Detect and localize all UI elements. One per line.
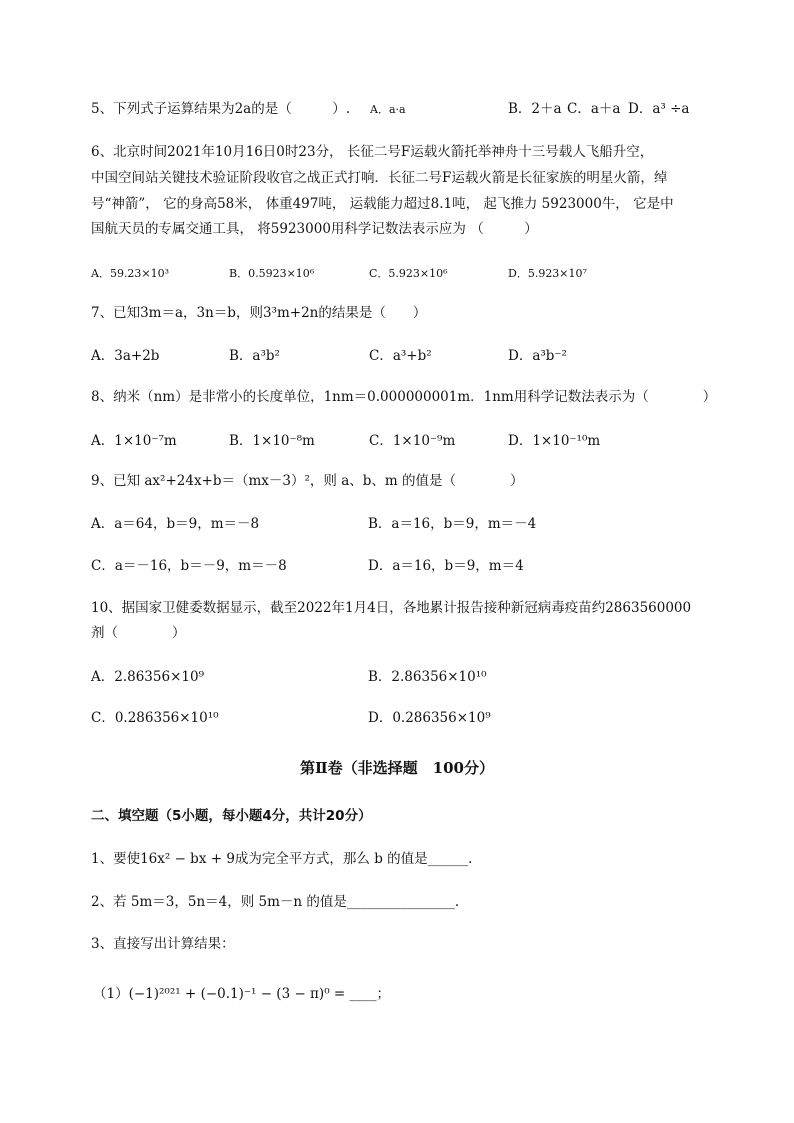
q5-option-a: A．a·a <box>370 103 406 116</box>
section-2-heading: 二、填空题（5小题，每小题4分，共计20分） <box>91 808 372 824</box>
q10-option-c: C．0.286356×10¹⁰ <box>91 710 219 726</box>
fill-q3-part-1: （1）(−1)²⁰²¹ + (−0.1)⁻¹ − (3 − π)⁰ = ____； <box>93 986 391 1002</box>
q8-option-b: B．1×10⁻⁸m <box>229 433 315 449</box>
q5-option-d: D．a³ ÷a <box>628 101 690 117</box>
q6-line-4: 国航天员的专属交通工具， 将5923000用科学记数法表示应为 （ ） <box>91 221 538 237</box>
q8-option-d: D．1×10⁻¹⁰m <box>508 433 601 449</box>
q10-option-b: B．2.86356×10¹⁰ <box>368 669 487 685</box>
q6-option-d: D．5.923×10⁷ <box>508 267 587 280</box>
q8-option-c: C．1×10⁻⁹m <box>369 433 456 449</box>
q6-line-1: 6、北京时间2021年10月16日0时23分， 长征二号F运载火箭托举神舟十三号载人飞船升空， <box>91 144 654 160</box>
q9-stem: 9、已知 ax²+24x+b＝（mx－3）²，则 a、b、m 的值是（ ） <box>91 473 524 489</box>
q10-option-a: A．2.86356×10⁹ <box>91 669 204 685</box>
fill-q1: 1、要使16x² − bx + 9成为完全平方式，那么 b 的值是______. <box>91 851 473 867</box>
q9-option-d: D．a＝16，b＝9，m＝4 <box>368 558 524 574</box>
q7-stem: 7、已知3m＝a，3n＝b，则3³m+2n的结果是（ ） <box>91 305 427 321</box>
q7-option-a: A．3a+2b <box>91 348 160 364</box>
fill-q2: 2、若 5m＝3，5n＝4，则 5m－n 的值是________________. <box>91 894 460 910</box>
q10-option-d: D．0.286356×10⁹ <box>368 710 491 726</box>
q6-option-c: C．5.923×10⁶ <box>369 267 448 280</box>
q5-option-b: B．2＋a <box>508 101 562 117</box>
q9-option-c: C．a＝－16，b＝－9，m＝－8 <box>91 558 287 574</box>
q9-option-a: A．a＝64，b＝9，m＝－8 <box>91 516 260 532</box>
q8-option-a: A．1×10⁻⁷m <box>91 433 177 449</box>
part-2-title: 第Ⅱ卷（非选择题 100分） <box>300 759 494 777</box>
q6-line-2: 中国空间站关键技术验证阶段收官之战正式打响．长征二号F运载火箭是长征家族的明星火箭，绰 <box>91 170 668 186</box>
fill-q3: 3、直接写出计算结果： <box>91 936 235 952</box>
q10-line-2: 剂（ ） <box>91 625 186 641</box>
q5-stem: 5、下列式子运算结果为2a的是（ ）. <box>91 101 351 117</box>
q6-option-a: A．59.23×10³ <box>91 267 170 280</box>
q6-option-b: B．0.5923×10⁶ <box>229 267 315 280</box>
q6-line-3: 号“神箭”， 它的身高58米， 体重497吨， 运载能力超过8.1吨， 起飞推力 5923000牛， 它是中 <box>91 196 674 212</box>
q5-option-c: C．a＋a <box>567 101 621 117</box>
q10-line-1: 10、据国家卫健委数据显示，截至2022年1月4日，各地累计报告接种新冠病毒疫苗约2863560000 <box>91 600 692 616</box>
q8-stem: 8、纳米（nm）是非常小的长度单位，1nm＝0.000000001m．1nm用科学记数法表示为（ ） <box>91 389 717 405</box>
q9-option-b: B．a＝16，b＝9，m＝－4 <box>368 516 537 532</box>
q7-option-d: D．a³b⁻² <box>508 348 567 364</box>
q7-option-b: B．a³b² <box>229 348 280 364</box>
q7-option-c: C．a³+b² <box>369 348 432 364</box>
